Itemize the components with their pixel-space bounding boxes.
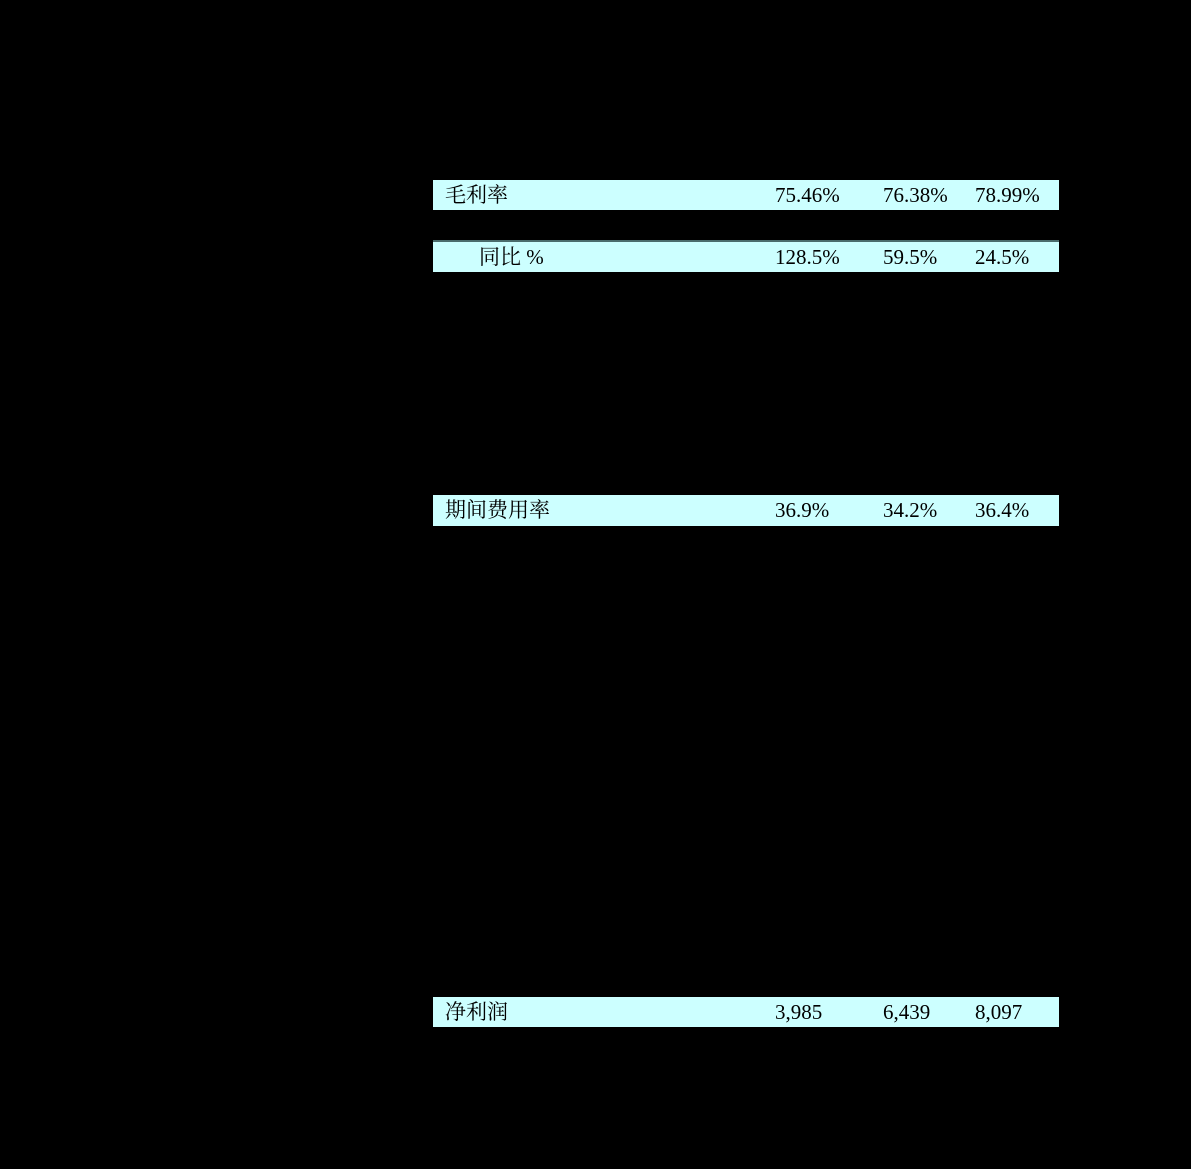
cell-value: 75.46% [775, 183, 840, 207]
cell-value: 78.99% [975, 183, 1040, 207]
row-label: 毛利率 [445, 183, 508, 207]
table-row-net-profit [433, 997, 1059, 1027]
row-label: 期间费用率 [445, 498, 550, 522]
cell-value: 24.5% [975, 245, 1030, 269]
table-row-expense-ratio [433, 495, 1059, 526]
cell-value: 3,985 [775, 1000, 823, 1024]
cell-value: 34.2% [883, 498, 938, 522]
cell-value: 36.9% [775, 498, 830, 522]
cell-value: 76.38% [883, 183, 948, 207]
cell-value: 36.4% [975, 498, 1030, 522]
table-row-gross-margin [433, 180, 1059, 210]
table-row-yoy-percent [433, 240, 1059, 272]
row-label: 净利润 [445, 1000, 508, 1024]
cell-value: 6,439 [883, 1000, 931, 1024]
cell-value: 8,097 [975, 1000, 1023, 1024]
cell-value: 128.5% [775, 245, 840, 269]
cell-value: 59.5% [883, 245, 938, 269]
row-label: 同比 % [479, 245, 544, 269]
